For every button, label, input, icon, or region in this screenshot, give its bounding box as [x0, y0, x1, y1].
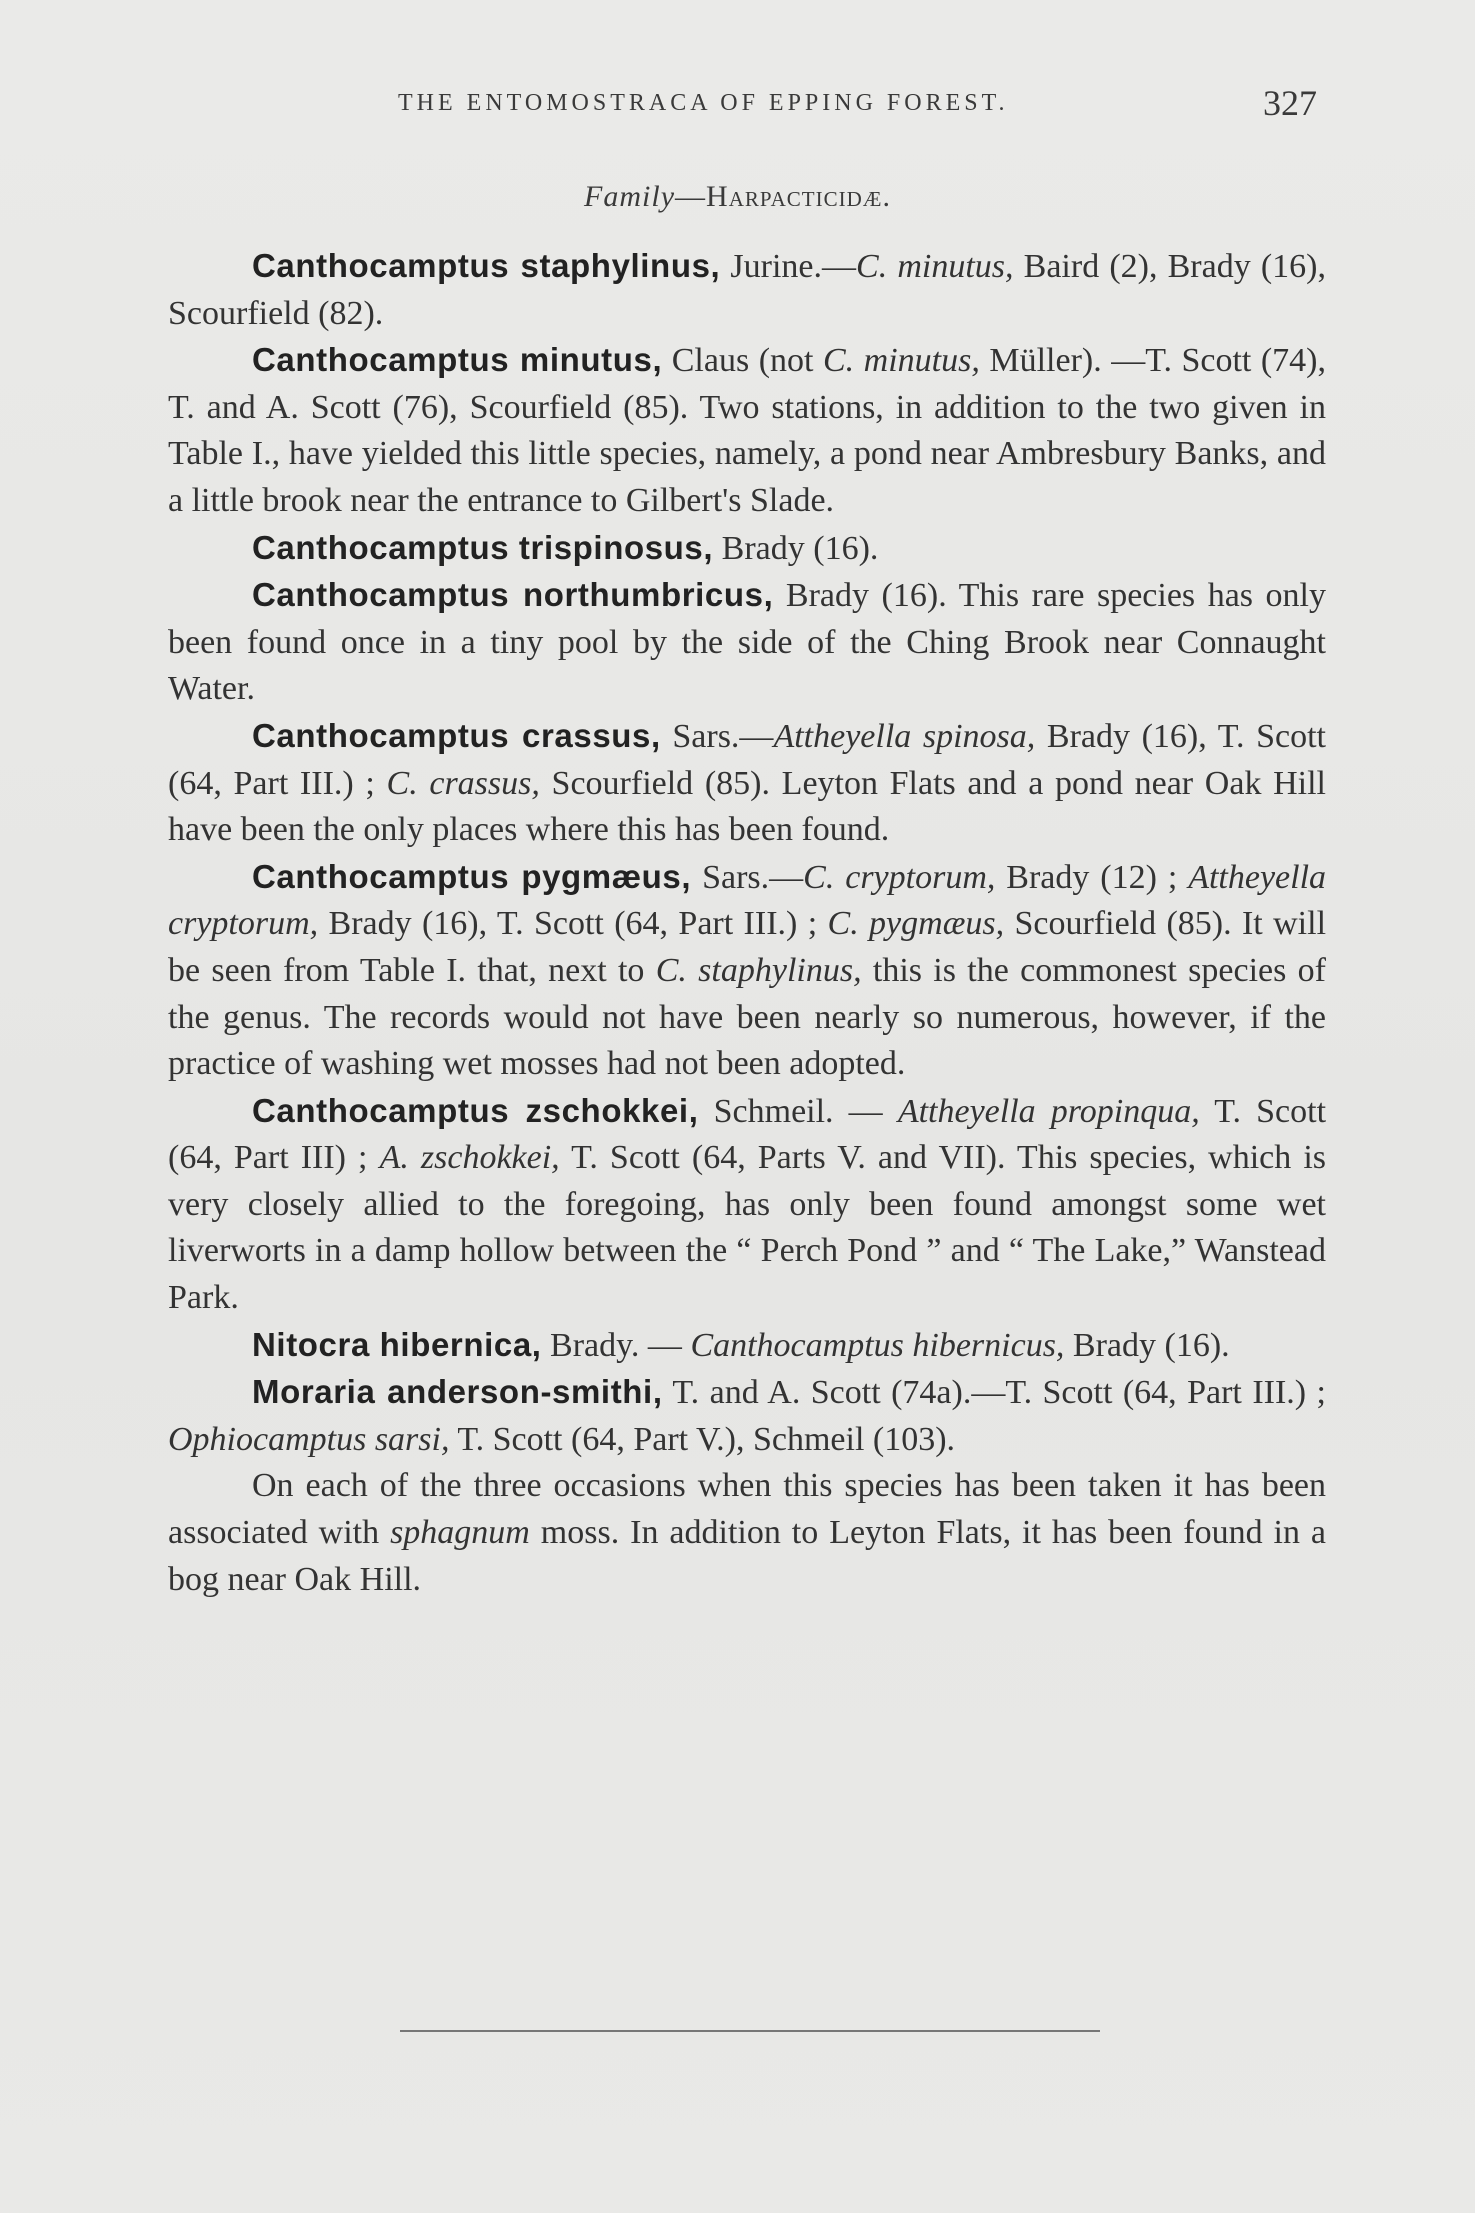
- entry-text: T. and A. Scott (74a).—T. Scott (64, Part III.) ;: [662, 1374, 1326, 1412]
- entry-text: Brady. —: [541, 1326, 691, 1364]
- family-label: Family: [584, 180, 676, 213]
- entry-text: Sars.—: [660, 717, 774, 755]
- entry-text: Baird (2), Brady (16), Scourfield (82).: [168, 248, 1326, 332]
- entry-italic: Attheyella spinosa,: [773, 717, 1036, 755]
- species-entry: [168, 1369, 1326, 1463]
- species-entry: [168, 1322, 1326, 1370]
- entry-text: Sars.—: [691, 858, 804, 896]
- species-entry: [168, 713, 1326, 854]
- species-entry: [168, 1088, 1326, 1322]
- entry-italic: Attheyella cryptorum,: [168, 858, 1327, 943]
- species-entry: [168, 854, 1326, 1088]
- running-title: THE ENTOMOSTRACA OF EPPING FOREST.: [398, 90, 1009, 116]
- entry-text: moss. In addition to Leyton Flats, it has been found in a bog near Oak Hill.: [168, 1514, 1326, 1598]
- species-name: Canthocamptus pygmæus,: [252, 857, 692, 895]
- entry-text: On each of the three occasions when this species has been taken it has been associated with: [168, 1467, 1326, 1552]
- species-name: Canthocamptus crassus,: [252, 716, 661, 754]
- species-entry: [168, 243, 1326, 337]
- end-rule: [400, 2030, 1100, 2032]
- species-name: Canthocamptus trispinosus,: [252, 528, 714, 566]
- entry-italic: C. staphylinus,: [655, 951, 862, 989]
- running-head: [0, 80, 1475, 130]
- species-name: Canthocamptus staphylinus,: [252, 247, 721, 284]
- entry-text: Brady (16). This rare species has only been found once in a tiny pool by the side of the Ching Brook near Connaught Water.: [168, 577, 1327, 708]
- entry-italic: C. minutus,: [822, 342, 980, 380]
- species-name: Canthocamptus zschokkei,: [252, 1091, 699, 1129]
- species-name: Moraria anderson-smithi,: [252, 1373, 663, 1411]
- entry-text: Jurine.—: [720, 248, 857, 285]
- entry-text: Brady (16), T. Scott (64, Part III.) ;: [168, 717, 1326, 802]
- page-number: 327: [1263, 83, 1317, 123]
- species-entry: [168, 525, 1326, 573]
- entry-text: Brady (16).: [713, 529, 879, 567]
- species-entry: [168, 337, 1326, 524]
- species-entry: [168, 572, 1326, 713]
- entry-text: Müller). —T. Scott (74), T. and A. Scott (76), Scourfield (85). Two stations, in addition to the two given in Table I., have yielded this little species, namely, a pond near Ambresbury Banks, and a little brook near the entrance to Gilbert's Slade.: [168, 342, 1327, 519]
- species-name: Canthocamptus minutus,: [252, 341, 663, 379]
- entry-italic: Ophiocamptus sarsi,: [168, 1420, 450, 1458]
- entry-text: Scourfield (85). It will be seen from Table I. that, next to: [168, 905, 1327, 989]
- entry-text: Brady (16), T. Scott (64, Part III.) ;: [318, 905, 828, 943]
- entry-italic: C. crassus,: [386, 764, 540, 802]
- entry-text: Schmeil. —: [698, 1092, 898, 1130]
- entry-text: this is the commonest species of the genus. The records would not have been nearly so numerous, however, if the practice of washing wet mosses had not been adopted.: [168, 951, 1326, 1083]
- entry-text: Brady (16).: [1064, 1326, 1230, 1364]
- entry-italic: C. minutus,: [856, 248, 1014, 285]
- entry-text: T. Scott (64, Parts V. and VII). This species, which is very closely allied to the foregoing, has only been found amongst some wet liverworts in a damp hollow between the “ Perch Pond ” and “ The Lake,” Wanstead Park.: [168, 1139, 1326, 1317]
- species-name: Canthocamptus northumbricus,: [252, 576, 774, 614]
- entry-text: T. Scott (64, Part V.), Schmeil (103).: [449, 1420, 956, 1458]
- family-heading: [0, 180, 1475, 214]
- family-name: Harpacticidæ.: [706, 180, 891, 213]
- entry-italic: C. pygmæus,: [827, 905, 1005, 943]
- entry-italic: A. zschokkei,: [379, 1139, 560, 1177]
- entry-text: Scourfield (85). Leyton Flats and a pond near Oak Hill have been the only places where this has been found.: [168, 764, 1327, 849]
- entry-text: Claus (not: [662, 342, 823, 380]
- closing-paragraph: [168, 1463, 1326, 1603]
- entry-text: T. Scott (64, Part III) ;: [168, 1092, 1327, 1177]
- body-text: [168, 243, 1326, 1603]
- entry-italic: sphagnum: [390, 1514, 530, 1552]
- entry-italic: C. cryptorum,: [803, 858, 996, 896]
- entry-italic: Attheyella propinqua,: [897, 1092, 1200, 1130]
- species-name: Nitocra hibernica,: [252, 1325, 542, 1363]
- entry-text: Brady (12) ;: [995, 858, 1189, 896]
- entry-italic: Canthocamptus hibernicus,: [690, 1326, 1065, 1364]
- family-dash: —: [675, 180, 707, 213]
